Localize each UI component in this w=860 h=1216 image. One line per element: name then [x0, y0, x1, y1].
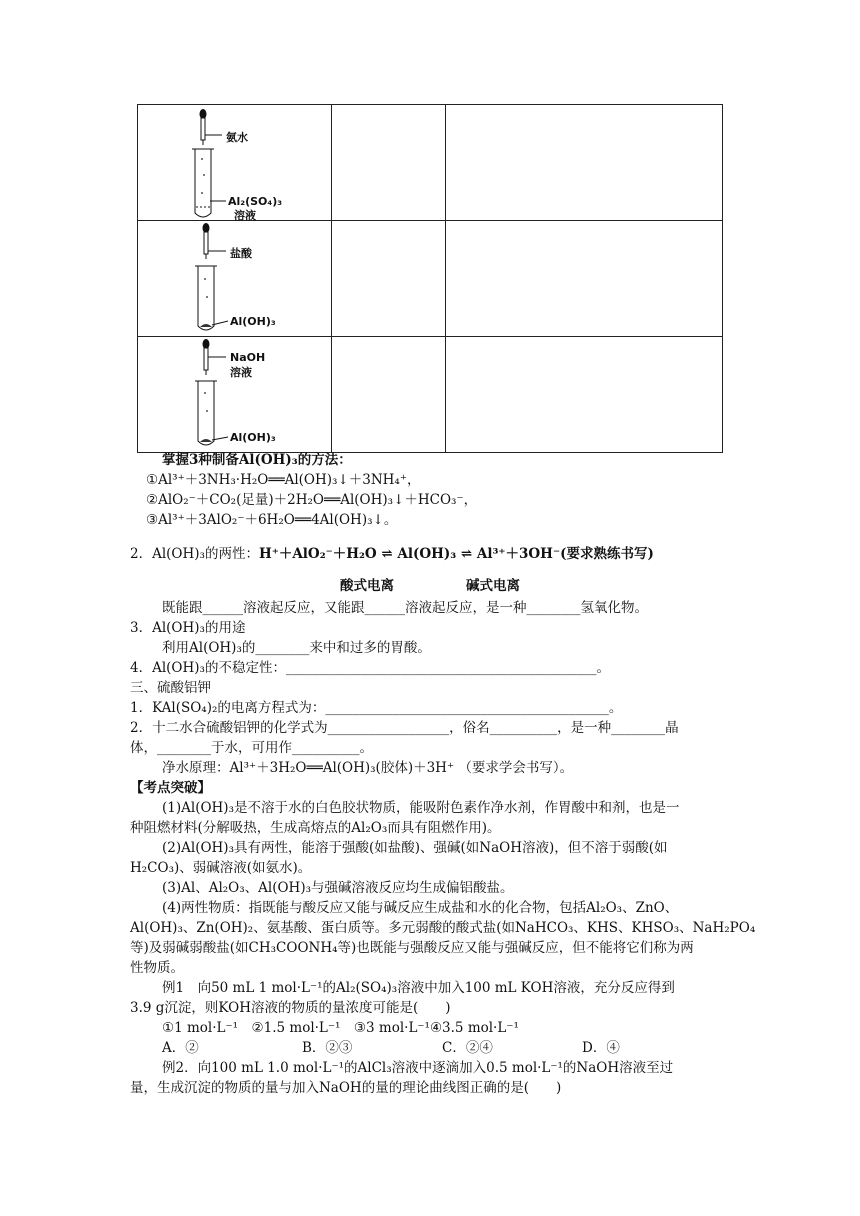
breakthrough-4b: Al(OH)₃、Zn(OH)₂、氨基酸、蛋白质等。多元弱酸的酸式盐(如NaHCO₃、KHS、KHSO₃、NaH₂PO₄	[130, 920, 756, 936]
section-3-heading: 3．Al(OH)₃的用途	[130, 620, 246, 636]
example-1-line-a: 例1 向50 mL 1 mol·L⁻¹的Al₂(SO₄)₃溶液中加入100 mL KOH溶液，充分反应得到	[162, 980, 675, 996]
table-cell-equation-2	[446, 221, 723, 337]
breakthrough-2b: H₂CO₃)、弱碱溶液(如氨水)。	[130, 860, 312, 876]
method-3: ③Al³⁺＋3AlO₂⁻＋6H₂O══4Al(OH)₃↓。	[146, 512, 398, 528]
reagent-label: 盐酸	[230, 247, 252, 260]
table-cell-apparatus-1	[138, 105, 332, 221]
section-4-text: 4．Al(OH)₃的不稳定性：______________________________________________。	[130, 660, 610, 676]
example-2-line-b: 量，生成沉淀的物质的量与加入NaOH的量的理论曲线图正确的是( )	[130, 1080, 562, 1096]
amphoteric-equation: H⁺＋AlO₂⁻＋H₂O ⇌ Al(OH)₃ ⇌ Al³⁺＋3OH⁻(要求熟练书写)	[258, 546, 654, 562]
section-2-heading	[130, 544, 654, 564]
breakthrough-1b: 种阻燃材料(分解吸热，生成高熔点的Al₂O₃而具有阻燃作用)。	[130, 820, 501, 836]
table-cell-phenomenon-1	[332, 105, 446, 221]
solution-label: Al(OH)₃	[230, 431, 276, 444]
example-1-option-b: B．②③	[302, 1040, 353, 1056]
method-2: ②AlO₂⁻＋CO₂(足量)＋2H₂O══Al(OH)₃↓＋HCO₃⁻，	[146, 492, 478, 508]
example-1-choices: ①1 mol·L⁻¹ ②1.5 mol·L⁻¹ ③3 mol·L⁻¹④3.5 mol·L⁻¹	[162, 1020, 519, 1036]
solution-label: Al₂(SO₄)₃	[228, 195, 283, 208]
purification-principle: 净水原理：Al³⁺＋3H₂O══Al(OH)₃(胶体)＋3H⁺ （要求学会书写）。	[162, 760, 574, 776]
table-cell-apparatus-3	[138, 337, 332, 453]
breakthrough-4c: 等)及弱碱弱酸盐(如CH₃COONH₄等)也既能与强酸反应又能与强碱反应，但不能将它们称为两	[130, 940, 694, 956]
acid-ionization-label: 酸式电离	[340, 578, 394, 594]
solution-label: Al(OH)₃	[230, 315, 276, 328]
table-cell-equation-1	[446, 105, 723, 221]
base-ionization-label: 碱式电离	[466, 578, 520, 594]
table-cell-phenomenon-2	[332, 221, 446, 337]
breakthrough-4d: 性物质。	[130, 960, 184, 976]
methods-title: 掌握3种制备Al(OH)₃的方法：	[162, 452, 352, 468]
part-3-item-1: 1．KAl(SO₄)₂的电离方程式为：__________________________________________。	[130, 700, 623, 716]
reagent-label-2: 溶液	[230, 366, 252, 379]
example-1-option-a: A．②	[162, 1040, 199, 1056]
breakthrough-4a: (4)两性物质：指既能与酸反应又能与碱反应生成盐和水的化合物，包括Al₂O₃、ZnO、	[162, 900, 679, 916]
example-1-option-c: C．②④	[442, 1040, 493, 1056]
experiment-table	[137, 104, 723, 453]
breakthrough-1a: (1)Al(OH)₃是不溶于水的白色胶状物质，能吸附色素作净水剂，作胃酸中和剂，也是一	[162, 800, 680, 816]
part-3-heading: 三、硫酸铝钾	[130, 680, 211, 696]
part-3-item-2a: 2．十二水合硫酸铝钾的化学式为__________________，俗名__________，是一种________晶	[130, 720, 679, 736]
table-cell-apparatus-2	[138, 221, 332, 337]
reagent-label: 氨水	[226, 131, 248, 144]
table-cell-equation-3	[446, 337, 723, 453]
section-2-head: 2．Al(OH)₃的两性：	[130, 546, 259, 562]
part-3-item-2b: 体，________于水，可用作__________。	[130, 740, 373, 756]
breakthrough-2a: (2)Al(OH)₃具有两性，能溶于强酸(如盐酸)、强碱(如NaOH溶液)，但不溶于弱酸(如	[162, 840, 668, 856]
section-3-text: 利用Al(OH)₃的________来中和过多的胃酸。	[162, 640, 431, 656]
example-1-line-b: 3.9 g沉淀，则KOH溶液的物质的量浓度可能是( )	[130, 1000, 451, 1016]
example-2-line-a: 例2．向100 mL 1.0 mol·L⁻¹的AlCl₃溶液中逐滴加入0.5 mol·L⁻¹的NaOH溶液至过	[162, 1060, 674, 1076]
breakthrough-3: (3)Al、Al₂O₃、Al(OH)₃与强碱溶液反应均生成偏铝酸盐。	[162, 880, 514, 896]
table-cell-phenomenon-3	[332, 337, 446, 453]
section-2-fill: 既能跟______溶液起反应，又能跟______溶液起反应，是一种________氢氧化物。	[162, 600, 648, 616]
method-1: ①Al³⁺＋3NH₃·H₂O══Al(OH)₃↓＋3NH₄⁺，	[146, 472, 421, 488]
reagent-label: NaOH	[230, 351, 266, 364]
example-1-option-d: D．④	[582, 1040, 620, 1056]
solution-label-2: 溶液	[234, 209, 256, 222]
breakthrough-heading: 【考点突破】	[130, 780, 211, 796]
